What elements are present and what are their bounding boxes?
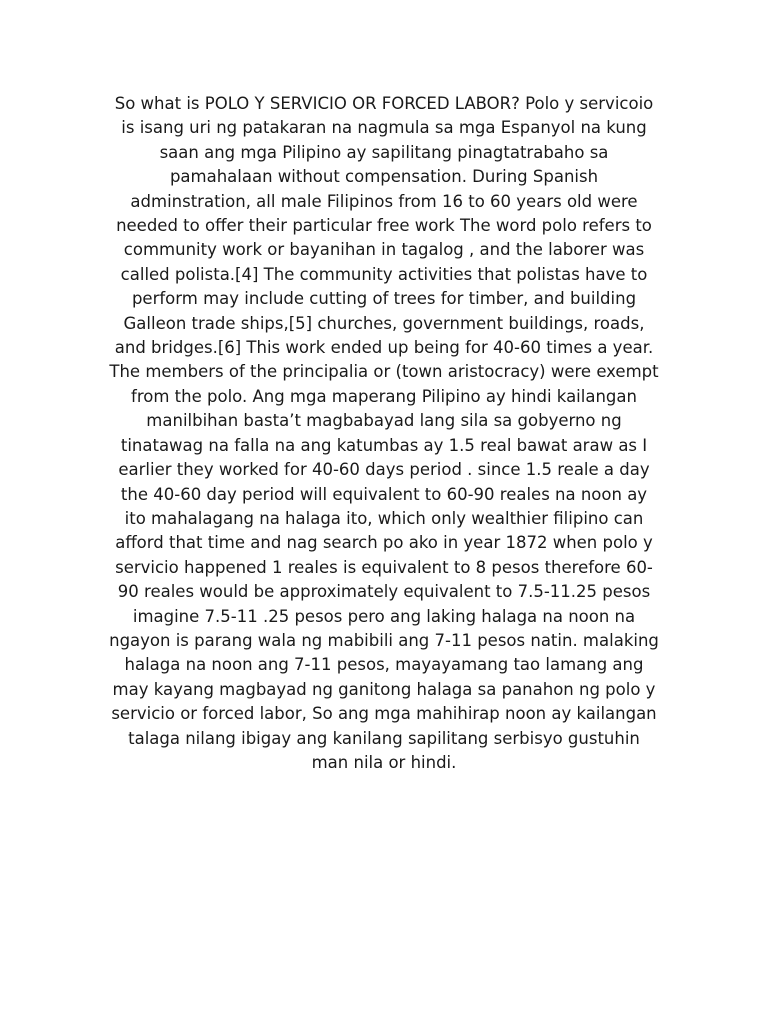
text-line: and bridges.[6] This work ended up being for 40-60 times a year. <box>114 338 654 358</box>
text-line: saan ang mga Pilipino ay sapilitang pinagtatrabaho sa <box>159 142 609 162</box>
text-line: servicio or forced labor, So ang mga mahihirap noon ay kailangan <box>111 704 657 724</box>
text-line: imagine 7.5-11 .25 pesos pero ang laking halaga na noon na <box>132 606 636 626</box>
text-line: may kayang magbayad ng ganitong halaga sa panahon ng polo y <box>112 679 656 699</box>
text-line: called polista.[4] The community activities that polistas have to <box>120 264 648 284</box>
text-line: So what is POLO Y SERVICIO OR FORCED LABOR? Polo y servicoio <box>114 94 654 113</box>
text-line: man nila or hindi. <box>311 752 457 772</box>
text-line: is isang uri ng patakaran na nagmula sa mga Espanyol na kung <box>121 118 647 138</box>
text-line: servicio happened 1 reales is equivalent to 8 pesos therefore 60- <box>115 557 653 577</box>
text-line: halaga na noon ang 7-11 pesos, mayayamang tao lamang ang <box>124 655 644 675</box>
text-line: from the polo. Ang mga maperang Pilipino ay hindi kailangan <box>131 386 637 406</box>
text-line: Galleon trade ships,[5] churches, government buildings, roads, <box>123 313 645 333</box>
text-line: afford that time and nag search po ako in year 1872 when polo y <box>115 533 653 553</box>
text-line: manilbihan basta’t magbabayad lang sila sa gobyerno ng <box>146 411 622 431</box>
text-line: pamahalaan without compensation. During Spanish <box>169 167 599 187</box>
text-line: the 40-60 day period will equivalent to 60-90 reales na noon ay <box>120 484 648 504</box>
text-line: adminstration, all male Filipinos from 16 to 60 years old were <box>130 191 638 211</box>
text-line: ngayon is parang wala ng mabibili ang 7-11 pesos natin. malaking <box>109 630 659 650</box>
text-line: community work or bayanihan in tagalog , and the laborer was <box>123 240 645 260</box>
text-line: The members of the principalia or (town aristocracy) were exempt <box>109 362 659 382</box>
text-line: earlier they worked for 40-60 days period . since 1.5 reale a day <box>118 460 650 480</box>
text-line: talaga nilang ibigay ang kanilang sapilitang serbisyo gustuhin <box>128 728 640 748</box>
text-line: needed to offer their particular free work The word polo refers to <box>116 216 652 236</box>
text-line: 90 reales would be approximately equivalent to 7.5-11.25 pesos <box>117 582 651 602</box>
text-line: ito mahalagang na halaga ito, which only wealthier filipino can <box>124 508 644 528</box>
text-line: tinatawag na falla na ang katumbas ay 1.5 real bawat araw as I <box>120 435 648 455</box>
body-paragraph <box>80 92 688 775</box>
text-line: perform may include cutting of trees for timber, and building <box>131 289 637 309</box>
